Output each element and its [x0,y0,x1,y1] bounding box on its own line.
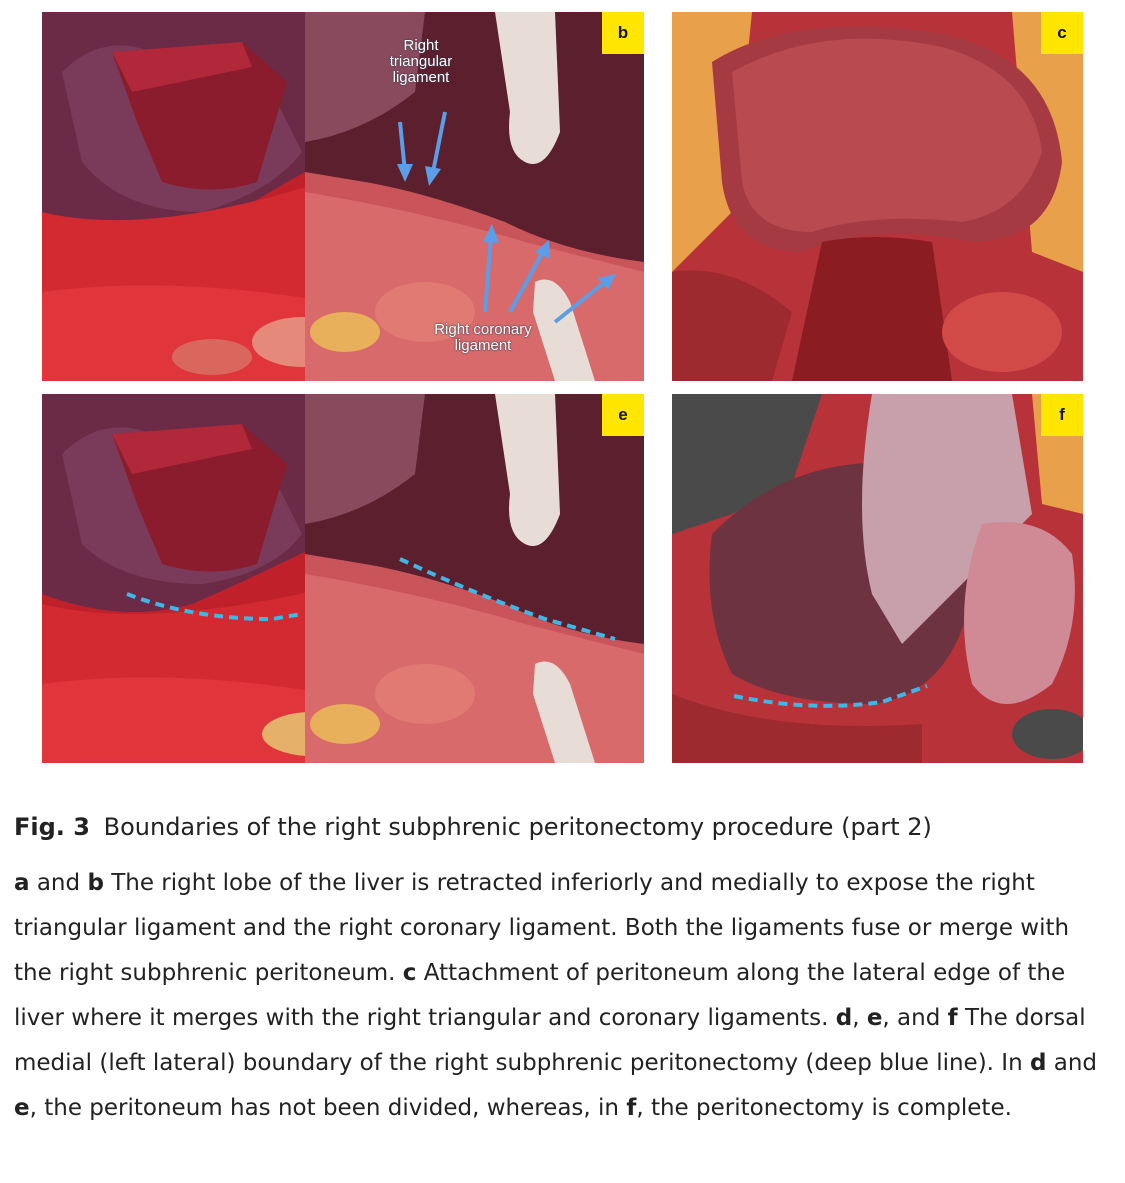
caption-ref-f: f [626,1095,637,1121]
panel-c [672,12,1083,381]
caption-title-line [14,805,1114,849]
caption-body [14,861,1114,1131]
figure-title: Boundaries of the right subphrenic peritonectomy procedure (part 2) [103,813,932,841]
panel-b [305,12,644,381]
panel-label-f: f [1041,394,1083,436]
panel-label-c: c [1041,12,1083,54]
annotation-right-coronary-ligament: Right coronary ligament [434,321,532,354]
panel-f-image [672,394,1083,763]
caption-ref-d: d [835,1005,853,1031]
panel-f [672,394,1083,763]
panel-e [305,394,644,763]
panel-e-image [305,394,644,763]
caption-ref-e: e [866,1005,883,1031]
annotation-right-triangular-ligament: Right triangular ligament [389,37,453,86]
figure-caption [14,805,1114,1131]
figure-label: Fig. 3 [14,813,90,841]
caption-text: The right lobe of the liver is retracted inferiorly and medially to expose the right triangular ligament and the right coronary ligament. Both the ligaments fuse or merge with the right subphrenic peritoneum. [14,870,1070,986]
caption-ref-a: a [14,870,30,896]
caption-ref-c: c [402,960,417,986]
caption-text: The dorsal medial (left lateral) boundary of the right subphrenic peritonectomy (deep blue line). In [14,1005,1086,1076]
panel-label-e: e [602,394,644,436]
caption-text: and [29,870,88,896]
caption-ref-b: b [87,870,104,896]
figure-panel-grid [42,12,1083,764]
caption-text: , and [882,1005,948,1031]
panel-c-image [672,12,1083,381]
caption-ref-d: d [1029,1050,1047,1076]
caption-text: and [1046,1050,1098,1076]
caption-text: , the peritoneum has not been divided, whereas, in [29,1095,627,1121]
caption-text: , [852,1005,867,1031]
caption-text: , the peritonectomy is complete. [636,1095,1012,1121]
caption-text: Attachment of peritoneum along the lateral edge of the liver where it merges with the right triangular and coronary ligaments. [14,960,1066,1031]
caption-ref-f: f [947,1005,958,1031]
panel-label-b: b [602,12,644,54]
caption-ref-e: e [14,1095,30,1121]
